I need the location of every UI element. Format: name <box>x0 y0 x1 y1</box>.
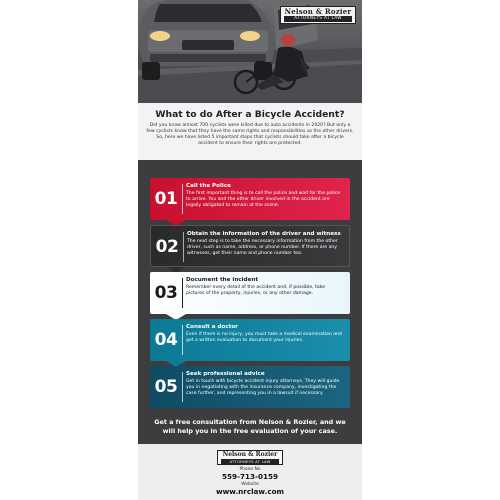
step-text: Even if there is no injury, you must take a medical examination and get a written evaluation to document your injuries. <box>186 332 342 343</box>
website-link[interactable]: www.nrclaw.com <box>215 487 285 496</box>
hero-photo <box>138 0 362 103</box>
step-divider <box>182 372 183 402</box>
step-number: 01 <box>154 189 178 209</box>
logo-subtitle: ATTORNEYS AT LAW <box>284 16 352 22</box>
step-heading: Call the Police <box>186 183 231 189</box>
step-card <box>150 225 350 267</box>
step-divider <box>182 325 183 355</box>
infographic <box>138 0 362 500</box>
step-heading: Document the incident <box>186 277 258 283</box>
step-text: The next step is to take the necessary information from the other driver, such as name, address, or phone number. If there are any witnesses, get their name and phone number too. <box>187 239 338 256</box>
step-heading: Seek professional advice <box>186 371 265 377</box>
logo-name: Nelson & Rozier <box>284 7 352 16</box>
step-divider <box>182 278 183 308</box>
step-number: 05 <box>154 377 178 397</box>
step-card <box>150 319 350 361</box>
logo-name: Nelson & Rozier <box>222 451 278 458</box>
step-card <box>150 178 350 220</box>
intro-paragraph: Did you know almost 700 cyclists were killed due to auto accidents in 2020? But only a few cyclists know that they have the same rights and responsibilities as the other drivers. So, here we have listed 5 important steps that cyclists should take after a bicycle accident to ensure their rights are protected. <box>146 123 354 146</box>
step-text: Remember every detail of the accident and, if possible, take pictures of the property, injuries, or any other damage. <box>186 285 326 296</box>
call-to-action: Get a free consultation from Nelson & Rozier, and we will help you in the free evaluation of your case. <box>154 418 346 435</box>
step-number: 02 <box>155 237 179 257</box>
step-text: The first important thing is to call the police and wait for the police to arrive. You and the other driver involved in the accident are legally obligated to remain at the scene. <box>186 191 341 208</box>
phone-label: Phone No <box>239 467 261 472</box>
step-card <box>150 272 350 314</box>
step-divider <box>183 232 184 262</box>
website-label: Website <box>241 482 259 487</box>
step-heading: Obtain the information of the driver and witness <box>187 231 341 237</box>
footer <box>138 444 362 500</box>
phone-number[interactable]: 559-713-0159 <box>222 472 278 481</box>
step-text: Get in touch with bicycle accident injury attorneys. They will guide you in negotiating with the insurance company, investigating the case further, and representing you in a lawsuit if necessary. <box>186 379 340 396</box>
brand-logo <box>280 6 356 24</box>
step-number: 03 <box>154 283 178 303</box>
page-title: What to do After a Bicycle Accident? <box>155 109 345 120</box>
step-card <box>150 366 350 408</box>
footer-logo <box>217 450 283 465</box>
logo-subtitle: ATTORNEYS AT LAW <box>221 459 279 464</box>
step-divider <box>182 184 183 214</box>
intro-section <box>138 103 362 160</box>
step-number: 04 <box>154 330 178 350</box>
step-heading: Consult a doctor <box>186 324 238 330</box>
